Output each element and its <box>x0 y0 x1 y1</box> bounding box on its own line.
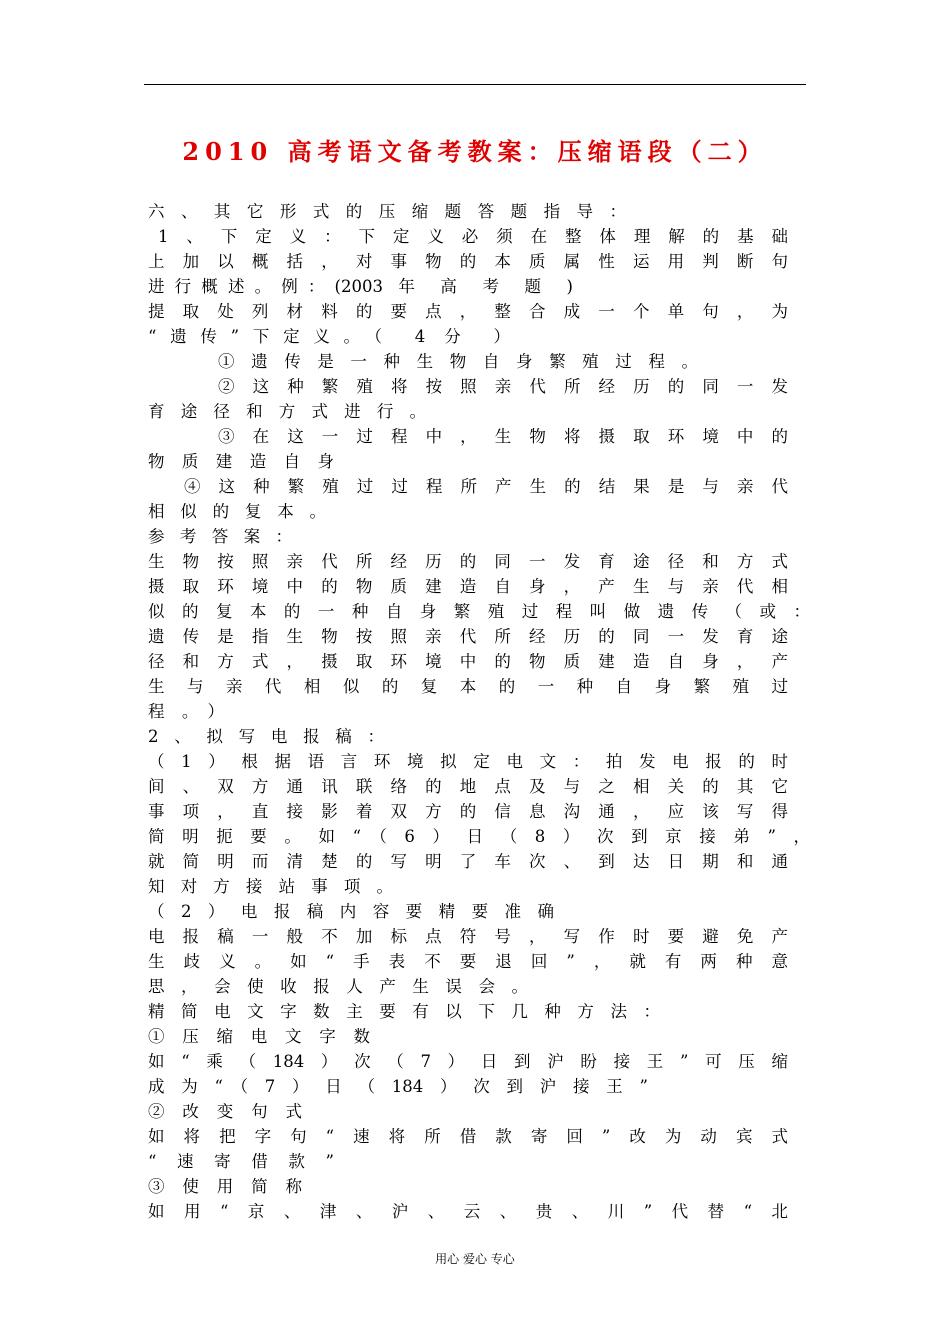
paragraph-line: 如用“京、津、沪、云、贵、川”代替“北 <box>148 1202 788 1221</box>
list-item: ②改变句式 <box>148 1102 302 1121</box>
paragraph-line: 精简电文字数主要有以下几种方法： <box>148 1002 660 1021</box>
header-rule <box>144 84 806 85</box>
paragraph-line: 提取处列材料的要点，整合成一个单句，为 <box>148 302 788 321</box>
paragraph-line: 如“乘（184）次（7）日到沪盼接王”可压缩 <box>148 1052 788 1071</box>
list-item: ②这种繁殖将按照亲代所经历的同一发 <box>218 377 788 396</box>
paragraph-line: “速寄借款” <box>148 1152 334 1171</box>
list-item: ③在这一过程中，生物将摄取环境中的 <box>218 427 788 446</box>
paragraph-line: 程。） <box>148 702 224 721</box>
paragraph-line: 如将把字句“速将所借款寄回”改为动宾式 <box>148 1127 788 1146</box>
paragraph-line: 思，会使收报人产生误会。 <box>148 977 528 996</box>
paragraph-line: 生与亲代相似的复本的一种自身繁殖过 <box>148 677 788 696</box>
paragraph-line: （1）根据语言环境拟定电文：拍发电报的时 <box>148 752 788 771</box>
paragraph-line: 简明扼要。如“（6）日（8）次到京接弟”， <box>148 827 810 846</box>
list-item: ①遗传是一种生物自身繁殖过程。 <box>218 352 698 371</box>
paragraph-line: “遗传”下定义。（ 4 分 ） <box>148 327 510 346</box>
paragraph-line: 间、双方通讯联络的地点及与之相关的其它 <box>148 777 788 796</box>
section-heading: 六、其它形式的压缩题答题指导： <box>148 202 626 221</box>
paragraph-line: 电报稿一般不加标点符号，写作时要避免产 <box>148 927 788 946</box>
paragraph-line: 生物按照亲代所经历的同一发育途径和方式 <box>148 552 788 571</box>
document-title: 2010 高考语文备考教案：压缩语段（二） <box>182 137 768 166</box>
paragraph-line: 似的复本的一种自身繁殖过程叫做遗传（或： <box>148 602 810 621</box>
paragraph-line: 就简明而清楚的写明了车次、到达日期和通 <box>148 852 788 871</box>
subsection-heading: （2）电报稿内容要精要准确 <box>148 902 554 921</box>
paragraph-line: 径和方式，摄取环境中的物质建造自身，产 <box>148 652 788 671</box>
paragraph-line: 上加以概括，对事物的本质属性运用判断句 <box>148 252 788 271</box>
list-item: ①压缩电文字数 <box>148 1027 370 1046</box>
document-body <box>148 199 810 1224</box>
section-heading: 2、拟写电报稿： <box>148 727 384 746</box>
list-item: ④这种繁殖过过程所产生的结果是与亲代 <box>184 477 788 496</box>
page-footer: 用心 爱心 专心 <box>435 1252 515 1266</box>
paragraph-line: 摄取环境中的物质建造自身，产生与亲代相 <box>148 577 788 596</box>
paragraph-line: 进行概述。例：(2003 年 高 考 题 ) <box>148 277 573 296</box>
paragraph-line: 生歧义。如“手表不要退回”，就有两种意 <box>148 952 788 971</box>
answer-heading: 参考答案： <box>148 527 292 546</box>
paragraph-line: 相似的复本。 <box>148 502 326 521</box>
paragraph-line: 育途径和方式进行。 <box>148 402 426 421</box>
list-item: ③使用简称 <box>148 1177 302 1196</box>
paragraph-line: 知对方接站事项。 <box>148 877 393 896</box>
paragraph-line: 1、下定义：下定义必须在整体理解的基础 <box>158 227 788 246</box>
paragraph-line: 遗传是指生物按照亲代所经历的同一发育途 <box>148 627 788 646</box>
paragraph-line: 成为“（7）日（184）次到沪接王” <box>148 1077 648 1096</box>
paragraph-line: 物质建造自身 <box>148 452 334 471</box>
paragraph-line: 事项，直接影着双方的信息沟通，应该写得 <box>148 802 788 821</box>
